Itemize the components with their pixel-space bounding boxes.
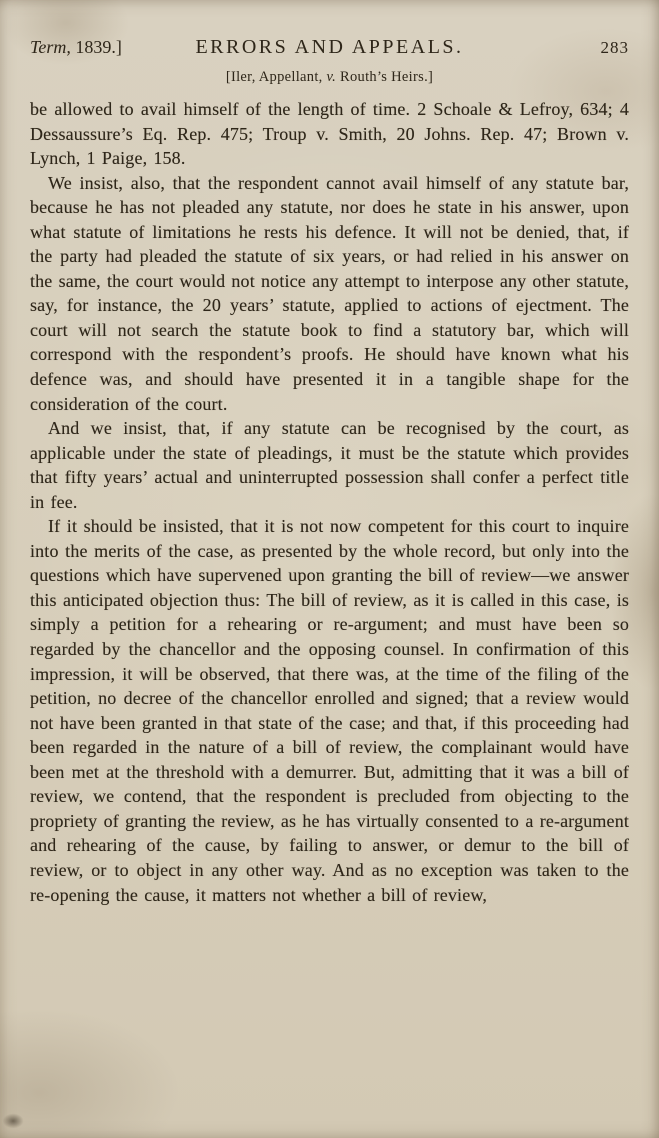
paragraph: be allowed to avail himself of the length of time. 2 Schoale & Lefroy, 634; 4 Dessaussure’s Eq. Rep. 475; Troup v. Smith, 20 Johns. Rep. 47; Brown v. Lynch, 1 Paige, 158. bbox=[30, 99, 629, 169]
page-header bbox=[30, 36, 629, 59]
running-title: ERRORS AND APPEALS. bbox=[195, 36, 464, 58]
term-date-italic: Term, bbox=[30, 37, 71, 57]
case-caption-pre: [Iler, Appellant, bbox=[225, 69, 327, 85]
page-body bbox=[30, 97, 629, 907]
paragraph: We insist, also, that the respondent cannot avail himself of any statute bar, because he has not pleaded any statute, nor does he state in his answer, upon what statute of limitations he rests his defence. It will not be denied, that, if the party had pleaded the statute of six years, or had relied in his answer on the same, the court would not notice any attempt to interpose any other statute, say, for instance, the 20 years’ statute, applied to actions of ejectment. The court will not search the statute book to find a statutory bar, which will correspond with the respondent’s proofs. He should have known what his defence was, and should have presented it in a tangible shape for the consideration of the court. bbox=[30, 172, 629, 414]
paragraph: And we insist, that, if any statute can be recognised by the court, as applicable under the state of pleadings, it must be the statute which provides that fifty years’ actual and uninterrupted possession shall confer a perfect title in fee. bbox=[30, 418, 629, 512]
case-caption-versus: v. bbox=[326, 69, 337, 85]
term-date-rest: 1839.] bbox=[70, 37, 122, 57]
case-caption bbox=[30, 69, 629, 86]
case-caption-post: Routh’s Heirs.] bbox=[336, 69, 434, 85]
page-number: 283 bbox=[600, 38, 629, 57]
term-date bbox=[30, 36, 165, 58]
paragraph: If it should be insisted, that it is not now competent for this court to inquire into the merits of the case, as presented by the whole record, but only into the questions which have supervened upon granting the bill of review—we answer this anticipated objection thus: The bill of review, as it is called in this case, is simply a petition for a rehearing or re-argument; and must have been so regarded by the chancellor and the opposing counsel. In confirmation of this impression, it will be observed, that there was, at the time of the filing of the petition, no decree of the chancellor enrolled and signed; that a review would not have been granted in that state of the case; and that, if this proceeding had been regarded in the nature of a bill of review, the complainant would have been met at the threshold with a demurrer. But, admitting that it was a bill of review, we contend, that the respondent is precluded from objecting to the propriety of granting the review, as he has virtually consented to a re-argument and rehearing of the cause, by failing to answer, or demur to the bill of review, or to object in any other way. And as no exception was taken to the re-opening the cause, it matters not whether a bill of review, bbox=[30, 516, 629, 905]
